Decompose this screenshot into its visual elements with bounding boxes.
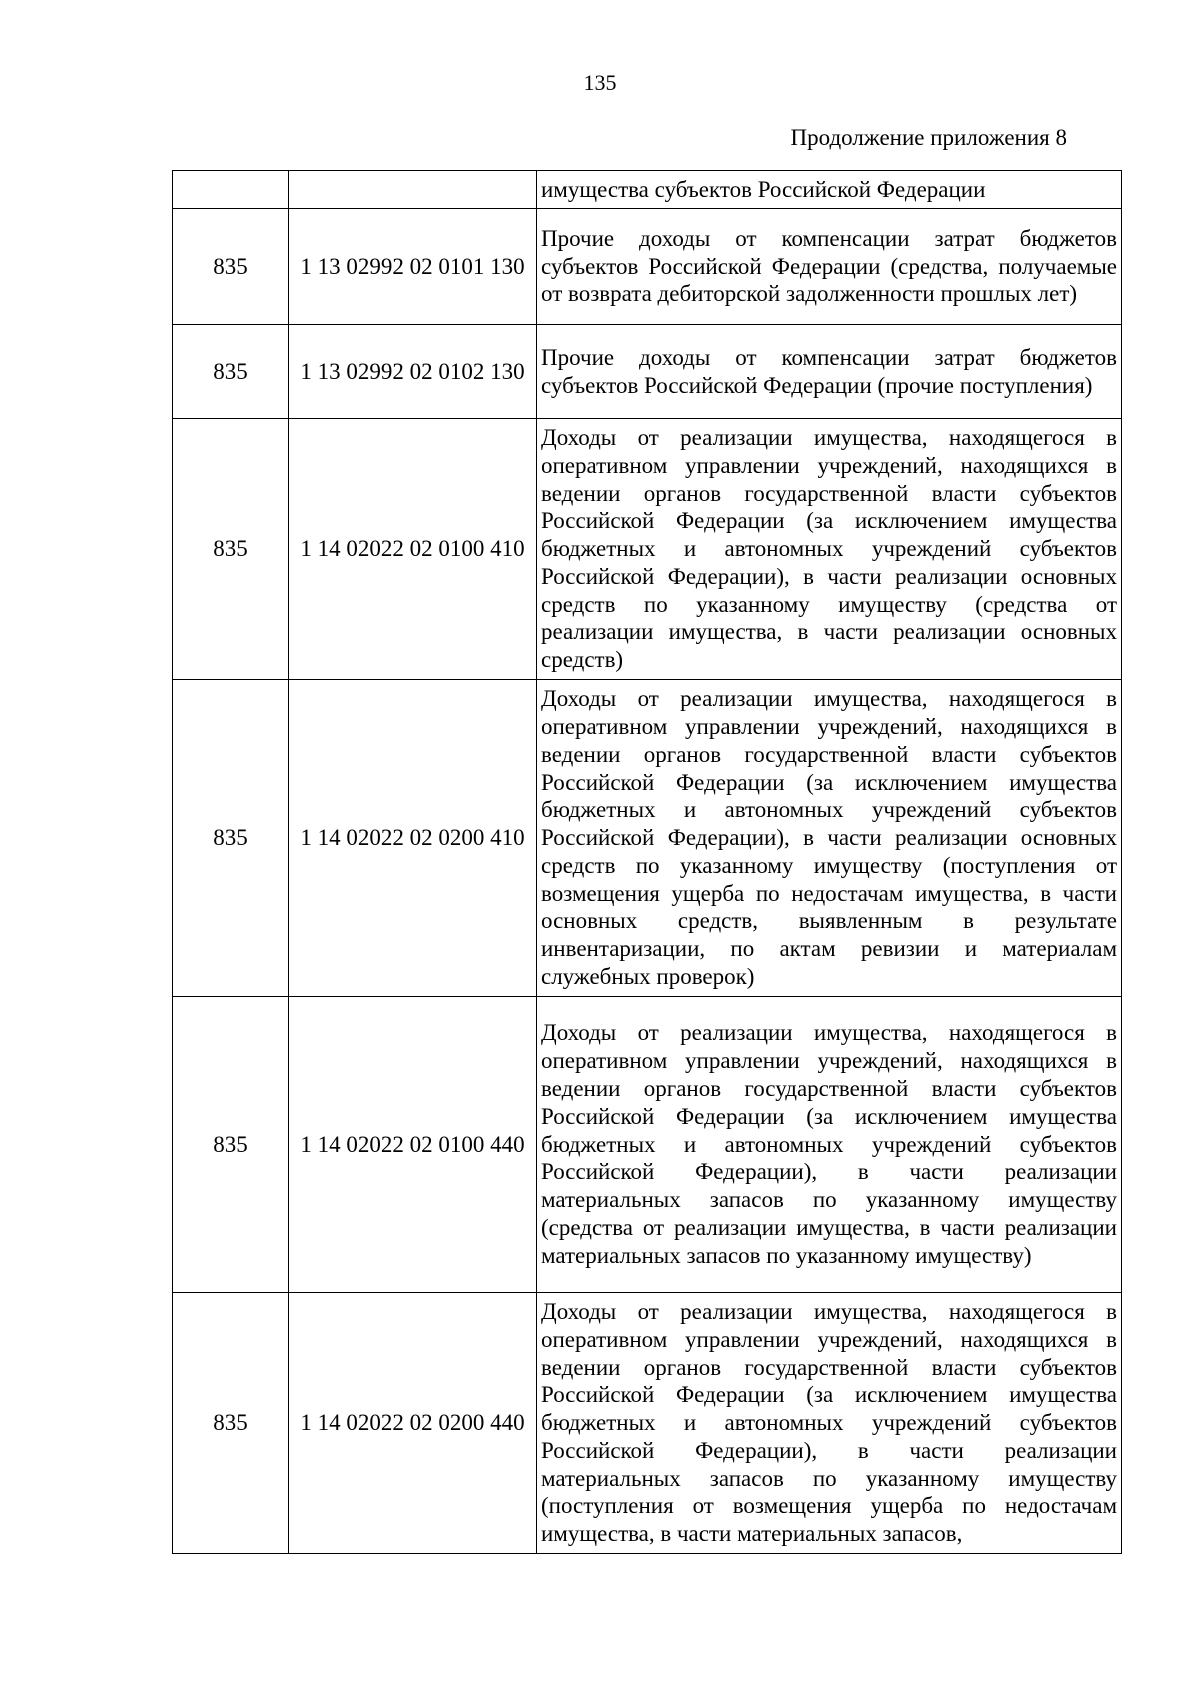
table-row bbox=[173, 171, 1122, 209]
table-row bbox=[173, 997, 1122, 1293]
revenue-codes-table bbox=[172, 170, 1122, 1554]
budget-code-cell: 1 13 02992 02 0102 130 bbox=[289, 325, 537, 419]
admin-code-cell: 835 bbox=[173, 1293, 289, 1554]
table-row bbox=[173, 680, 1122, 997]
budget-code-cell: 1 14 02022 02 0100 410 bbox=[289, 419, 537, 680]
description-cell: Прочие доходы от компенсации затрат бюджетов субъектов Российской Федерации (прочие поступления) bbox=[537, 325, 1122, 419]
description-cell: Доходы от реализации имущества, находящегося в оперативном управлении учреждений, находящихся в ведении органов государственной власти субъектов Российской Федерации (за исключением имущества бюджетных и автономных учреждений субъектов Российской Федерации), в части реализации материальных запасов по указанному имуществу (средства от реализации имущества, в части реализации материальных запасов по указанному имуществу) bbox=[537, 997, 1122, 1293]
admin-code-cell: 835 bbox=[173, 419, 289, 680]
table-row bbox=[173, 209, 1122, 325]
appendix-continuation-label: Продолжение приложения 8 bbox=[790, 125, 1067, 150]
budget-code-cell: 1 13 02992 02 0101 130 bbox=[289, 209, 537, 325]
admin-code-cell: 835 bbox=[173, 680, 289, 997]
description-cell: Прочие доходы от компенсации затрат бюджетов субъектов Российской Федерации (средства, получаемые от возврата дебиторской задолженности прошлых лет) bbox=[537, 209, 1122, 325]
page-number: 135 bbox=[583, 70, 617, 95]
admin-code-cell: 835 bbox=[173, 997, 289, 1293]
description-cell: имущества субъектов Российской Федерации bbox=[537, 171, 1122, 209]
table-row bbox=[173, 419, 1122, 680]
table-row bbox=[173, 325, 1122, 419]
table-row bbox=[173, 1293, 1122, 1554]
description-cell: Доходы от реализации имущества, находящегося в оперативном управлении учреждений, находящихся в ведении органов государственной власти субъектов Российской Федерации (за исключением имущества бюджетных и автономных учреждений субъектов Российской Федерации), в части реализации основных средств по указанному имуществу (поступления от возмещения ущерба по недостачам имущества, в части основных средств, выявленным в результате инвентаризации, по актам ревизии и материалам служебных проверок) bbox=[537, 680, 1122, 997]
admin-code-cell: 835 bbox=[173, 325, 289, 419]
admin-code-cell bbox=[173, 171, 289, 209]
budget-code-cell: 1 14 02022 02 0200 410 bbox=[289, 680, 537, 997]
budget-code-cell: 1 14 02022 02 0100 440 bbox=[289, 997, 537, 1293]
description-cell: Доходы от реализации имущества, находящегося в оперативном управлении учреждений, находящихся в ведении органов государственной власти субъектов Российской Федерации (за исключением имущества бюджетных и автономных учреждений субъектов Российской Федерации), в части реализации основных средств по указанному имуществу (средства от реализации имущества, в части реализации основных средств) bbox=[537, 419, 1122, 680]
budget-code-cell: 1 14 02022 02 0200 440 bbox=[289, 1293, 537, 1554]
admin-code-cell: 835 bbox=[173, 209, 289, 325]
budget-code-cell bbox=[289, 171, 537, 209]
description-cell: Доходы от реализации имущества, находящегося в оперативном управлении учреждений, находящихся в ведении органов государственной власти субъектов Российской Федерации (за исключением имущества бюджетных и автономных учреждений субъектов Российской Федерации), в части реализации материальных запасов по указанному имуществу (поступления от возмещения ущерба по недостачам имущества, в части материальных запасов, bbox=[537, 1293, 1122, 1554]
